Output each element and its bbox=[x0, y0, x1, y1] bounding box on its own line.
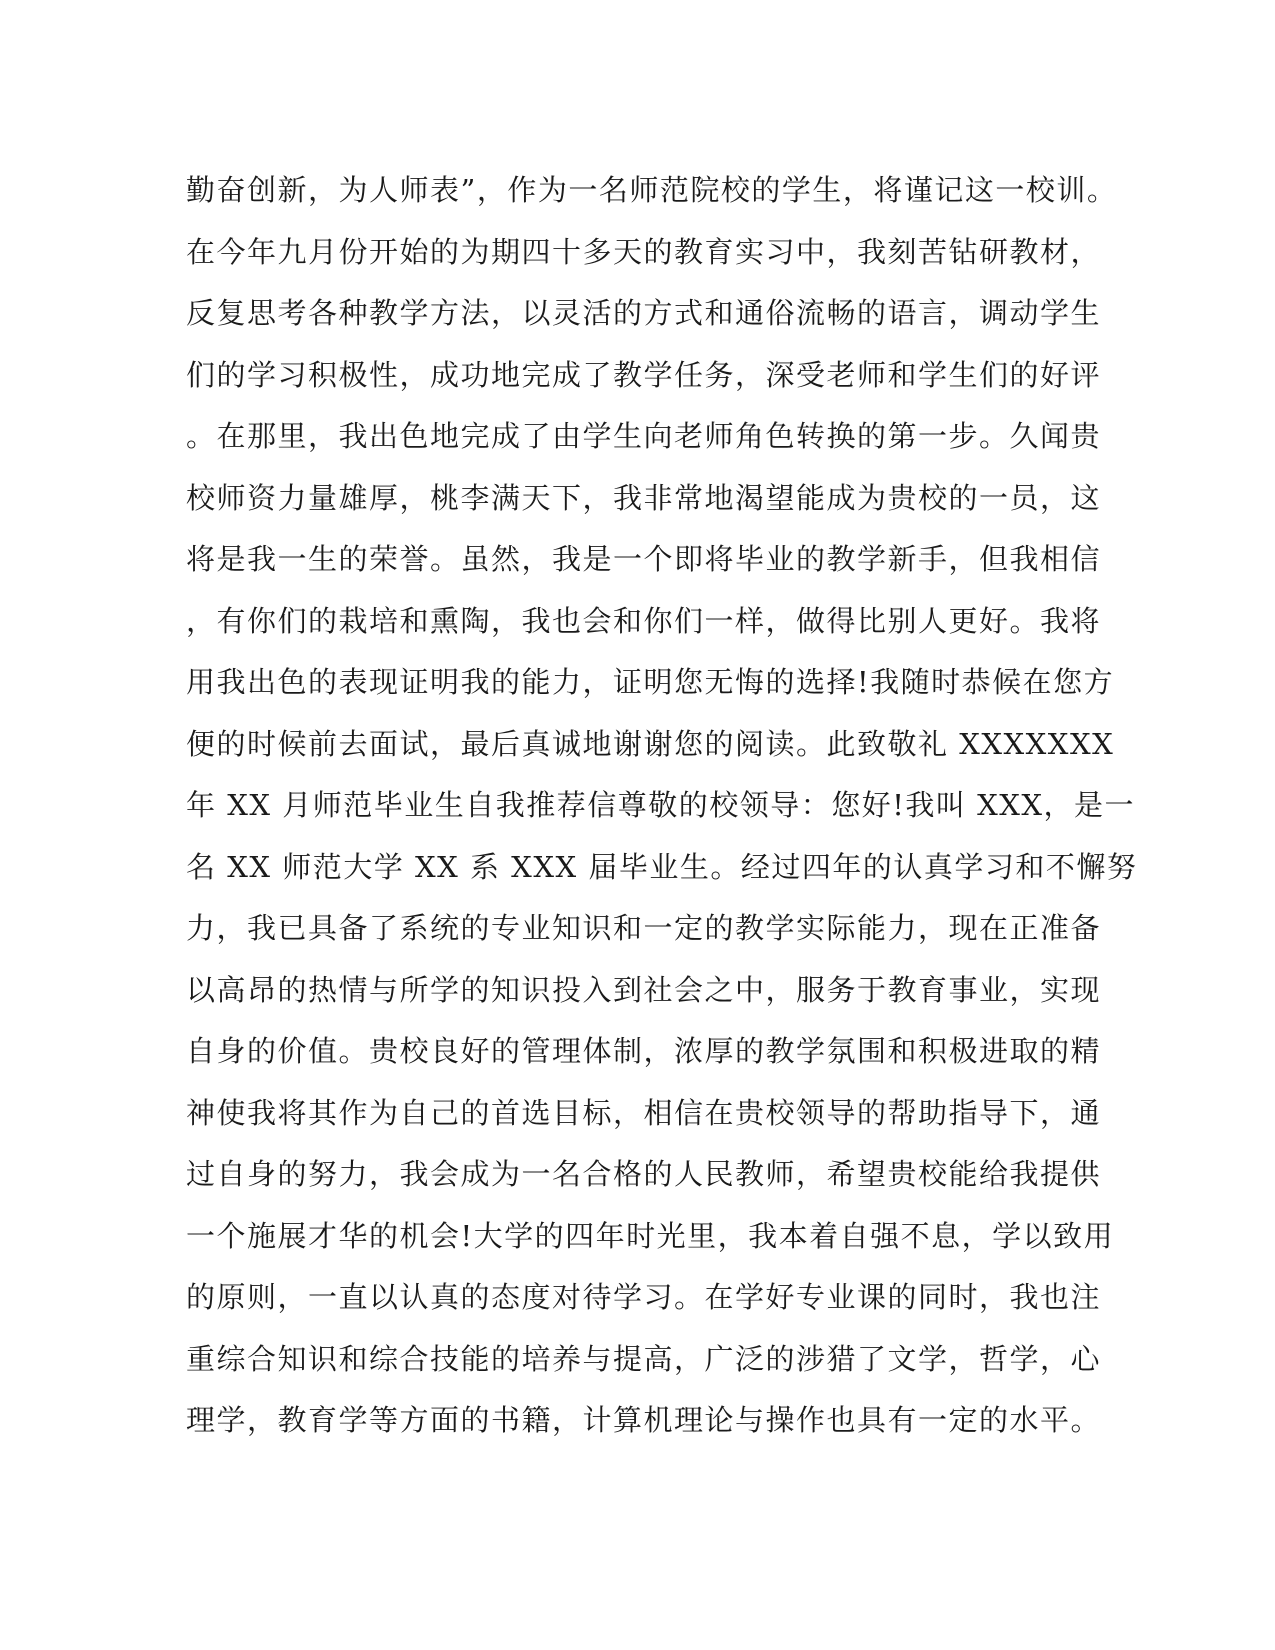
text-line-15: 自身的价值。贵校良好的管理体制，浓厚的教学氛围和积极进取的精 bbox=[186, 1034, 1102, 1068]
body-text bbox=[186, 160, 1138, 1452]
text-line-17: 过自身的努力，我会成为一名合格的人民教师，希望贵校能给我提供 bbox=[186, 1157, 1102, 1191]
text-line-11: 年 XX 月师范毕业生自我推荐信尊敬的校领导：您好!我叫 XXX，是一 bbox=[186, 788, 1136, 822]
text-line-7: 将是我一生的荣誉。虽然，我是一个即将毕业的教学新手，但我相信 bbox=[186, 542, 1102, 576]
text-line-12: 名 XX 师范大学 XX 系 XXX 届毕业生。经过四年的认真学习和不懈努 bbox=[186, 849, 1138, 884]
text-line-19: 的原则，一直以认真的态度对待学习。在学好专业课的同时，我也注 bbox=[186, 1280, 1102, 1314]
text-line-2: 在今年九月份开始的为期四十多天的教育实习中，我刻苦钻研教材， bbox=[186, 234, 1102, 269]
text-line-6: 校师资力量雄厚，桃李满天下，我非常地渴望能成为贵校的一员，这 bbox=[186, 480, 1102, 515]
text-line-13: 力，我已具备了系统的专业知识和一定的教学实际能力，现在正准备 bbox=[186, 911, 1102, 945]
text-line-18: 一个施展才华的机会!大学的四年时光里，我本着自强不息，学以致用 bbox=[186, 1218, 1115, 1253]
text-line-16: 神使我将其作为自己的首选目标，相信在贵校领导的帮助指导下，通 bbox=[186, 1095, 1102, 1130]
text-line-20: 重综合知识和综合技能的培养与提高，广泛的涉猎了文学，哲学，心 bbox=[186, 1341, 1102, 1376]
text-line-4: 们的学习积极性，成功地完成了教学任务，深受老师和学生们的好评 bbox=[186, 357, 1102, 392]
text-line-21: 理学，教育学等方面的书籍，计算机理论与操作也具有一定的水平。 bbox=[186, 1403, 1102, 1437]
text-line-3: 反复思考各种教学方法，以灵活的方式和通俗流畅的语言，调动学生 bbox=[186, 296, 1102, 330]
text-line-14: 以高昂的热情与所学的知识投入到社会之中，服务于教育事业，实现 bbox=[186, 972, 1102, 1007]
text-line-1: 勤奋创新，为人师表”，作为一名师范院校的学生，将谨记这一校训。 bbox=[186, 173, 1118, 207]
text-line-8: ，有你们的栽培和熏陶，我也会和你们一样，做得比别人更好。我将 bbox=[186, 603, 1102, 638]
text-line-10: 便的时候前去面试，最后真诚地谢谢您的阅读。此致敬礼 XXXXXXX bbox=[186, 726, 1115, 761]
text-line-9: 用我出色的表现证明我的能力，证明您无悔的选择!我随时恭候在您方 bbox=[186, 665, 1115, 699]
text-line-5: 。在那里，我出色地完成了由学生向老师角色转换的第一步。久闻贵 bbox=[186, 419, 1102, 453]
